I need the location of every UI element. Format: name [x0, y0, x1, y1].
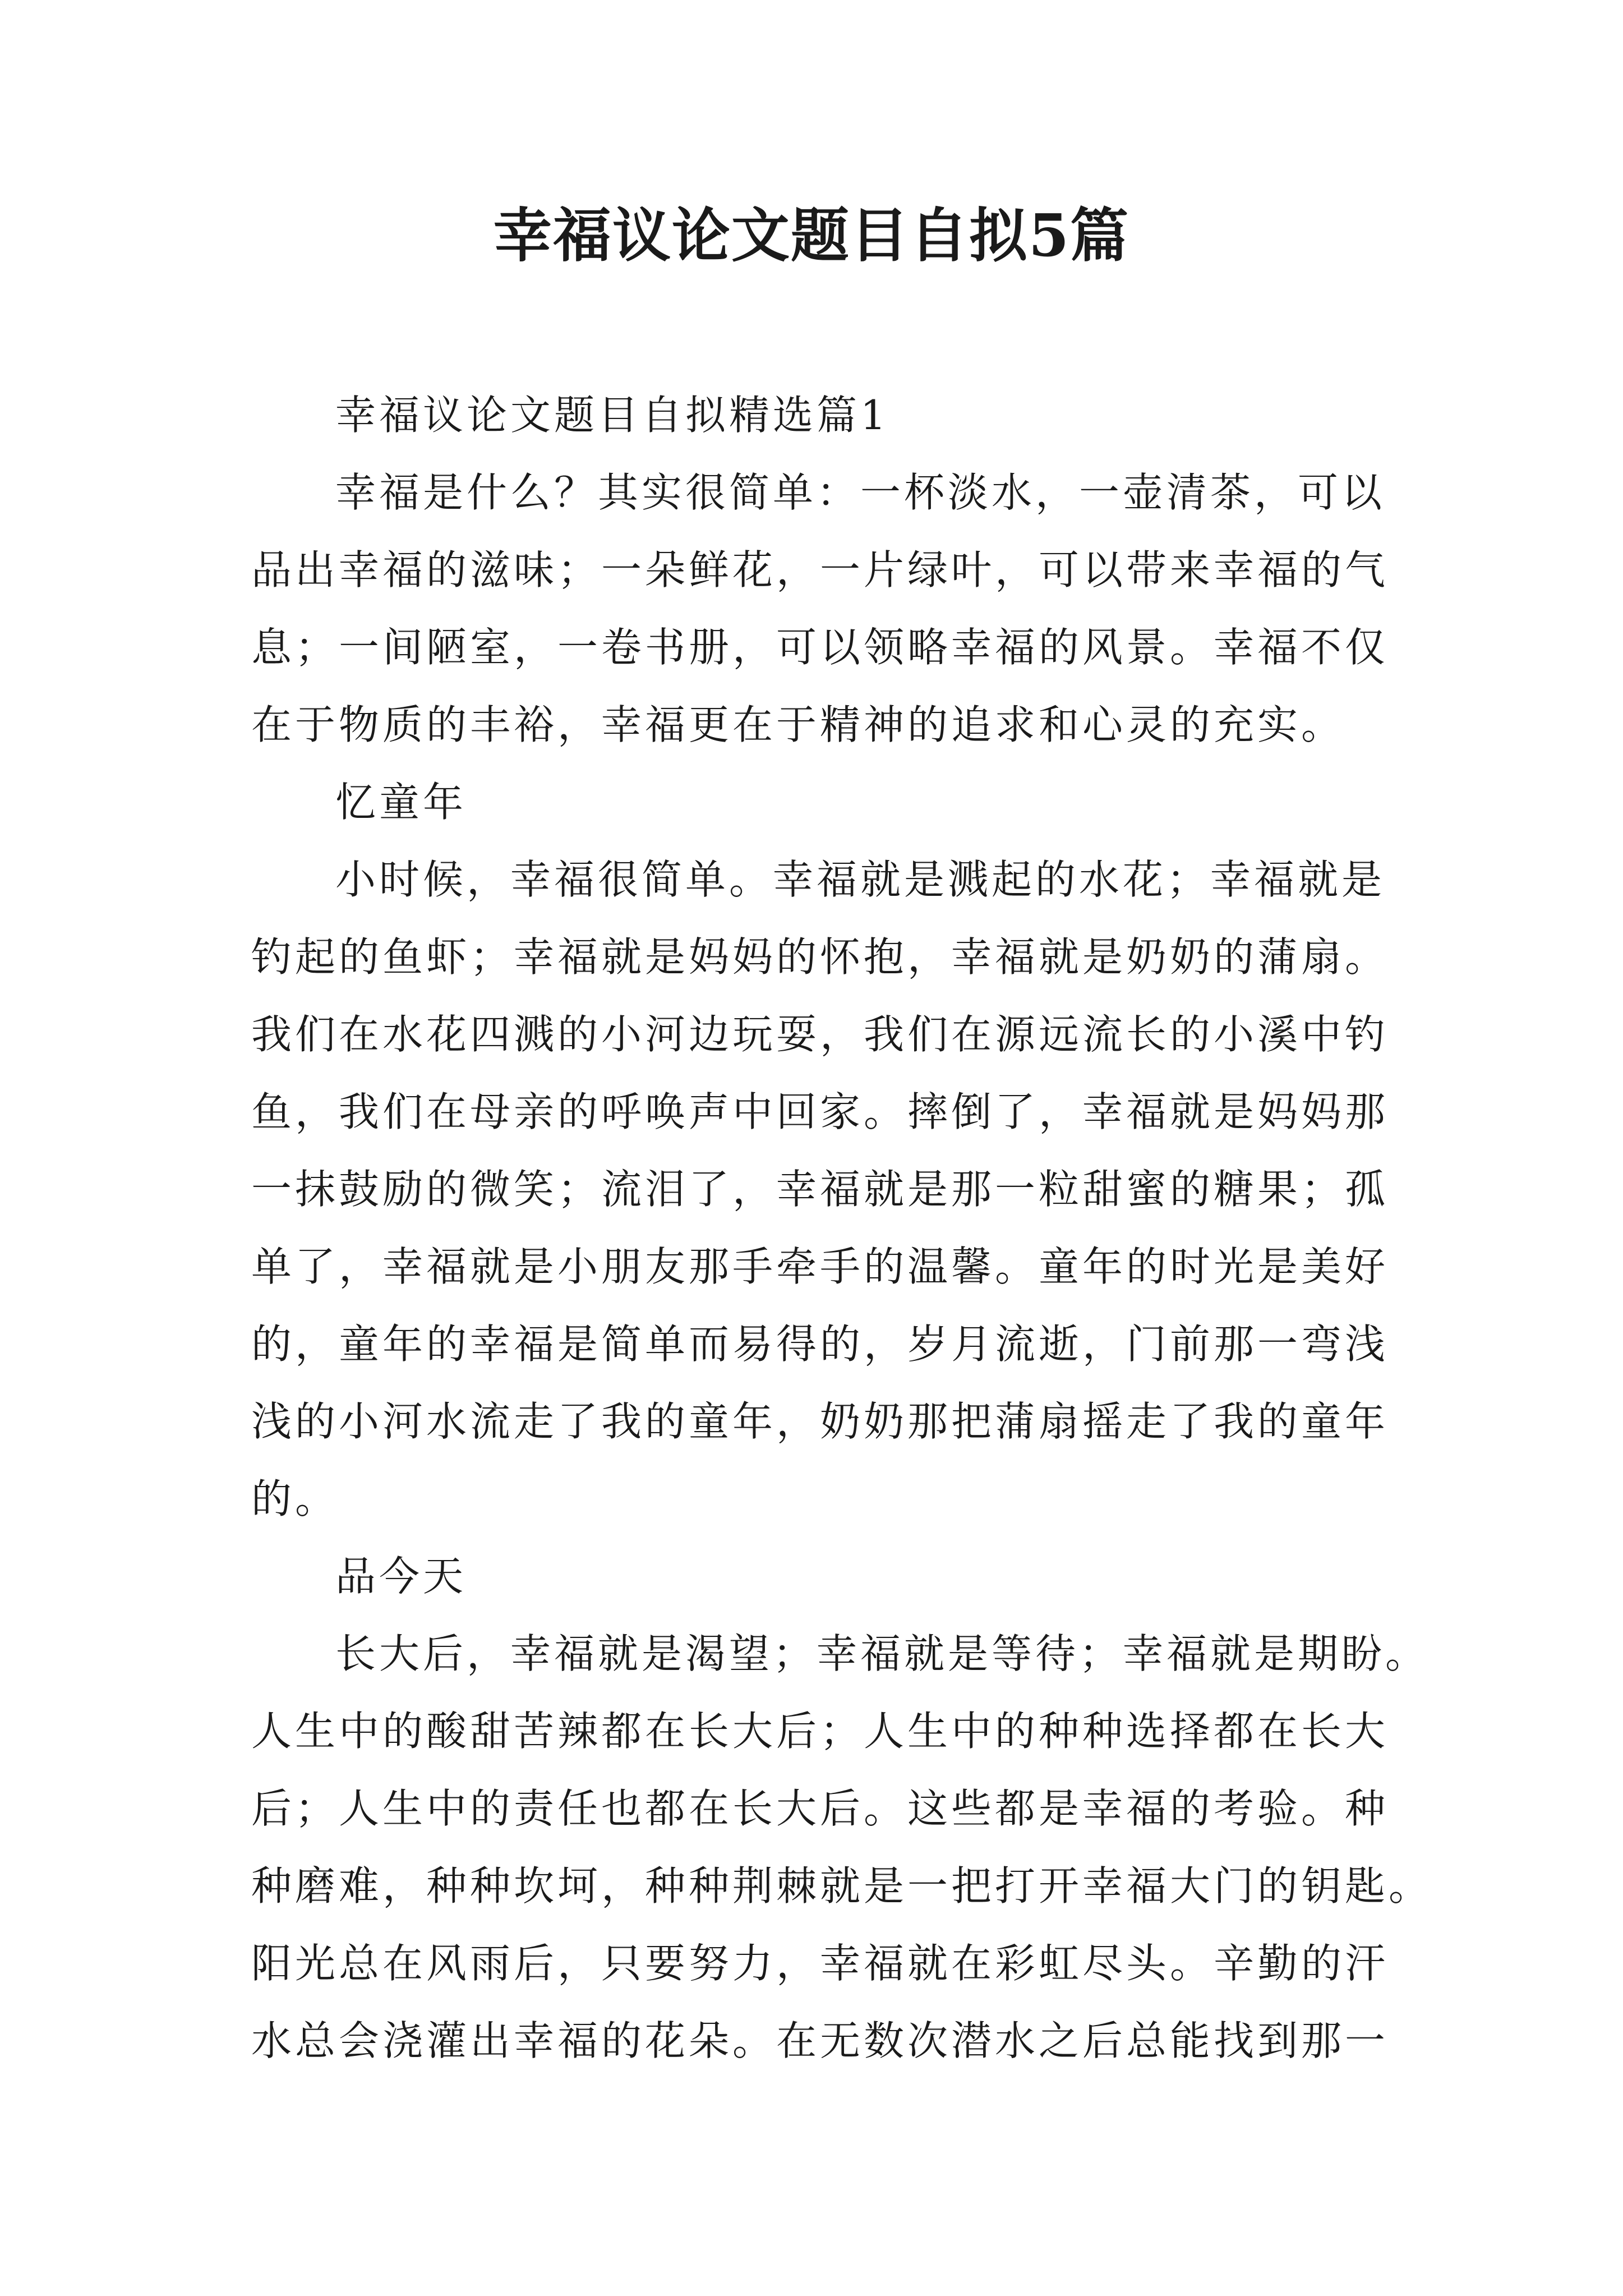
paragraph-line: 长大后，幸福就是渴望；幸福就是等待；幸福就是期盼。: [335, 1630, 1430, 1677]
paragraph-line: 幸福是什么？其实很简单：一杯淡水，一壶清茶，可以: [335, 469, 1386, 516]
paragraph-line: 小时候，幸福很简单。幸福就是溅起的水花；幸福就是: [335, 856, 1386, 903]
section-heading: 忆童年: [335, 779, 467, 826]
paragraph-line: 我们在水花四溅的小河边玩耍，我们在源远流长的小溪中钓: [251, 1011, 1389, 1058]
paragraph-line: 钓起的鱼虾；幸福就是妈妈的怀抱，幸福就是奶奶的蒲扇。: [251, 933, 1389, 981]
paragraph-line: 单了，幸福就是小朋友那手牵手的温馨。童年的时光是美好: [251, 1243, 1389, 1290]
paragraph-line: 水总会浇灌出幸福的花朵。在无数次潜水之后总能找到那一: [251, 2017, 1389, 2064]
paragraph-line: 鱼，我们在母亲的呼唤声中回家。摔倒了，幸福就是妈妈那: [251, 1088, 1389, 1135]
paragraph-line: 的。: [251, 1475, 339, 1522]
paragraph-line: 后；人生中的责任也都在长大后。这些都是幸福的考验。种: [251, 1785, 1389, 1832]
paragraph-line: 在于物质的丰裕，幸福更在于精神的追求和心灵的充实。: [251, 701, 1345, 748]
section-heading: 品今天: [335, 1553, 467, 1600]
paragraph-line: 息；一间陋室，一卷书册，可以领略幸福的风景。幸福不仅: [251, 624, 1389, 671]
paragraph-line: 人生中的酸甜苦辣都在长大后；人生中的种种选择都在长大: [251, 1708, 1389, 1755]
paragraph-line: 品出幸福的滋味；一朵鲜花，一片绿叶，可以带来幸福的气: [251, 546, 1389, 593]
paragraph-line: 的，童年的幸福是简单而易得的，岁月流逝，门前那一弯浅: [251, 1320, 1389, 1368]
paragraph-line: 阳光总在风雨后，只要努力，幸福就在彩虹尽头。辛勤的汗: [251, 1940, 1389, 1987]
paragraph-line: 一抹鼓励的微笑；流泪了，幸福就是那一粒甜蜜的糖果；孤: [251, 1166, 1389, 1213]
document-title: 幸福议论文题目自拟5篇: [493, 201, 1130, 270]
section-heading: 幸福议论文题目自拟精选篇1: [335, 392, 889, 439]
paragraph-line: 种磨难，种种坎坷，种种荆棘就是一把打开幸福大门的钥匙。: [251, 1862, 1433, 1910]
paragraph-line: 浅的小河水流走了我的童年，奶奶那把蒲扇摇走了我的童年: [251, 1398, 1389, 1445]
